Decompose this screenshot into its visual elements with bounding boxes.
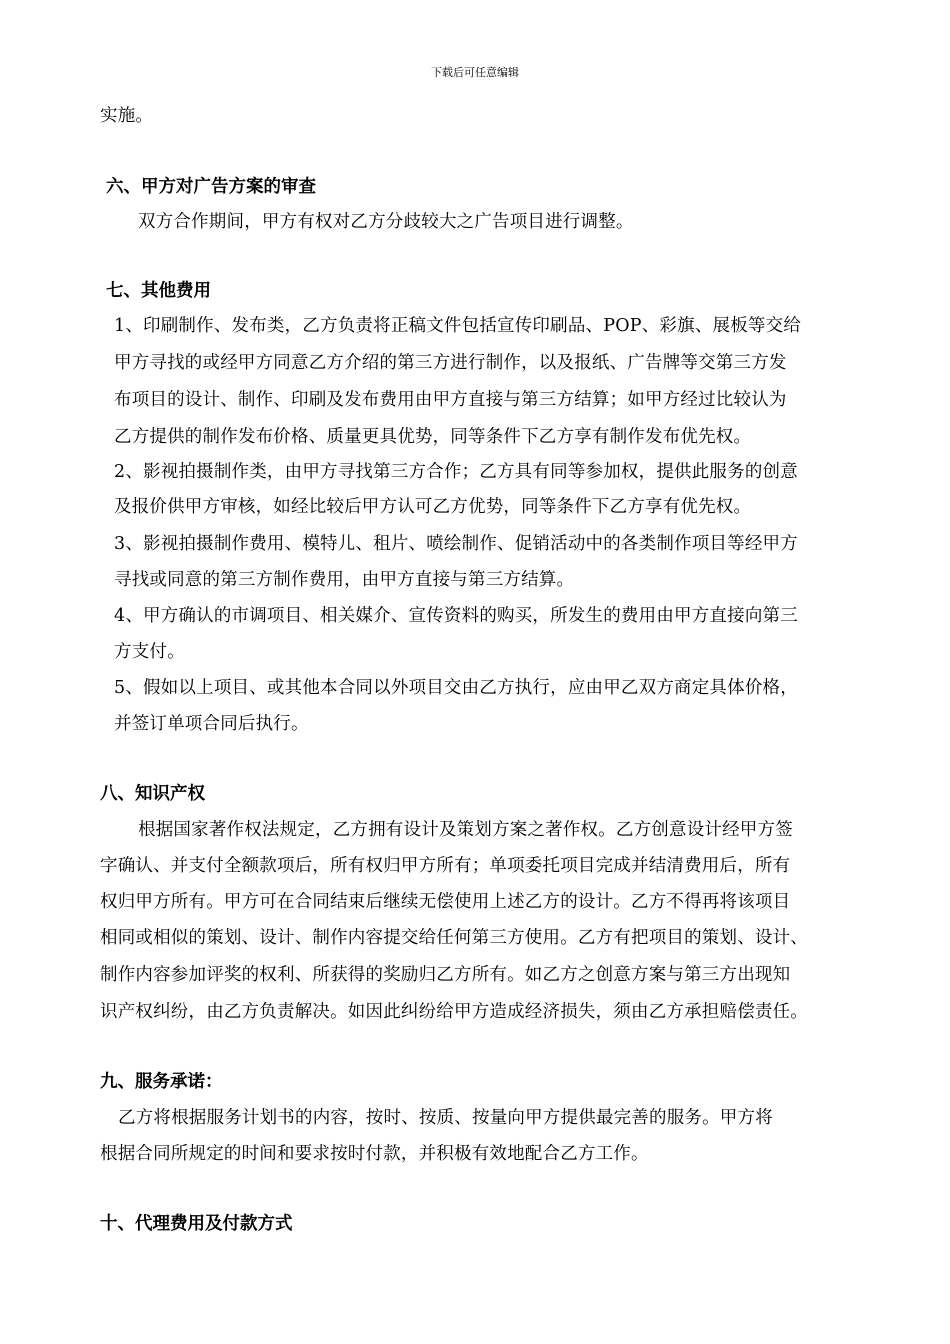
section-7-line-2: 甲方寻找的或经甲方同意乙方介绍的第三方进行制作，以及报纸、广告牌等交第三方发 [114, 353, 787, 373]
section-8-line-4: 相同或相似的策划、设计、制作内容提交给任何第三方使用。乙方有把项目的策划、设计、 [100, 928, 808, 948]
section-8-line-5: 制作内容参加评奖的权利、所获得的奖励归乙方所有。如乙方之创意方案与第三方出现知 [100, 965, 791, 985]
section-8-line-1: 根据国家著作权法规定，乙方拥有设计及策划方案之著作权。乙方创意设计经甲方签 [138, 820, 793, 840]
header-note: 下载后可任意编辑 [431, 66, 519, 79]
section-heading-8: 八、知识产权 [100, 784, 205, 804]
section-7-line-9: 4、甲方确认的市调项目、相关媒介、宣传资料的购买，所发生的费用由甲方直接向第三 [114, 606, 798, 626]
section-7-line-4: 乙方提供的制作发布价格、质量更具优势，同等条件下乙方享有制作发布优先权。 [114, 427, 752, 447]
section-7-line-3: 布项目的设计、制作、印刷及发布费用由甲方直接与第三方结算；如甲方经过比较认为 [114, 390, 787, 410]
section-heading-6: 六、甲方对广告方案的审查 [106, 177, 316, 197]
section-7-line-8: 寻找或同意的第三方制作费用，由甲方直接与第三方结算。 [114, 570, 575, 590]
section-7-line-5: 2、影视拍摄制作类，由甲方寻找第三方合作；乙方具有同等参加权，提供此服务的创意 [114, 462, 798, 482]
section-7-line-11: 5、假如以上项目、或其他本合同以外项目交由乙方执行，应由甲乙双方商定具体价格， [114, 678, 798, 698]
section-heading-9: 九、服务承诺： [100, 1072, 223, 1092]
section-7-line-12: 并签订单项合同后执行。 [114, 714, 309, 734]
section-6-line-1: 双方合作期间，甲方有权对乙方分歧较大之广告项目进行调整。 [138, 212, 634, 232]
section-heading-7: 七、其他费用 [106, 281, 211, 301]
section-7-line-6: 及报价供甲方审核，如经比较后甲方认可乙方优势，同等条件下乙方享有优先权。 [114, 497, 752, 517]
section-9-line-1: 乙方将根据服务计划书的内容，按时、按质、按量向甲方提供最完善的服务。甲方将 [118, 1108, 773, 1128]
intro-line: 实施。 [100, 106, 154, 126]
section-8-line-3: 权归甲方所有。甲方可在合同结束后继续无偿使用上述乙方的设计。乙方不得再将该项目 [100, 892, 791, 912]
section-7-line-7: 3、影视拍摄制作费用、模特儿、租片、喷绘制作、促销活动中的各类制作项目等经甲方 [114, 534, 798, 554]
section-8-line-6: 识产权纠纷，由乙方负责解决。如因此纠纷给甲方造成经济损失，须由乙方承担赔偿责任。 [100, 1002, 808, 1022]
section-heading-10: 十、代理费用及付款方式 [100, 1214, 293, 1234]
section-7-line-1: 1、印刷制作、发布类，乙方负责将正稿文件包括宣传印刷品、POP、彩旗、展板等交给 [114, 316, 802, 336]
section-7-line-10: 方支付。 [114, 642, 185, 662]
section-9-line-2: 根据合同所规定的时间和要求按时付款，并积极有效地配合乙方工作。 [100, 1144, 649, 1164]
section-8-line-2: 字确认、并支付全额款项后，所有权归甲方所有；单项委托项目完成并结清费用后，所有 [100, 856, 791, 876]
